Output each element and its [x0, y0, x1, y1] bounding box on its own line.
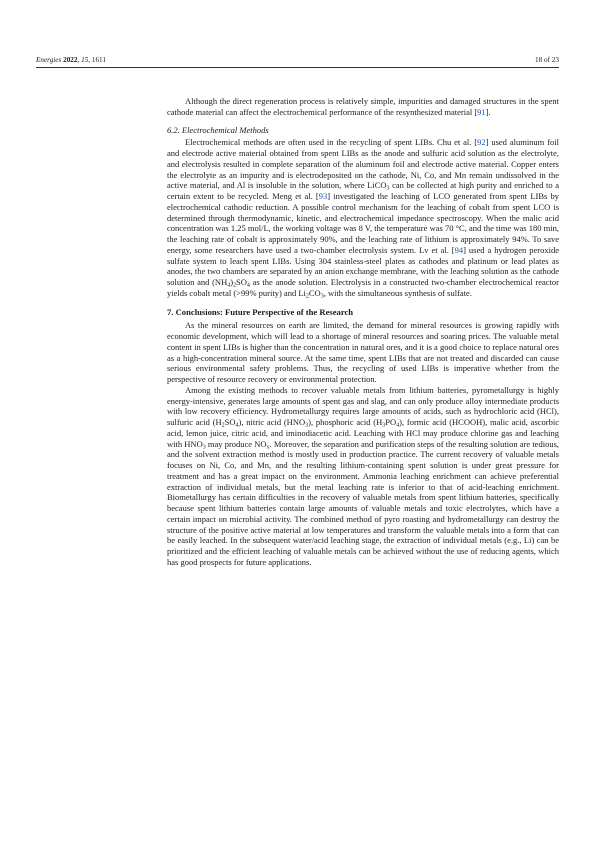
citation-94[interactable]: 94 — [454, 244, 464, 255]
article-number: 1611 — [91, 56, 106, 64]
section-title: 7. Conclusions: Future Perspective of the Research — [167, 306, 354, 317]
page-body — [167, 96, 559, 568]
journal-name: Energies — [36, 56, 62, 64]
paragraph-regeneration: Although the direct regeneration process is relatively simple, impurities and damaged structures in the spent cathode material can affect the electrochemical performance of the resynthesized material [91]. — [167, 96, 559, 117]
journal-citation: Energies 2022, 15, 1611 — [36, 56, 106, 64]
paragraph-electrochemical: Electrochemical methods are often used in the recycling of spent LIBs. Chu et al. [92] used aluminum foil and electrode active material obtained from spent LIBs as the anode and sulfuric acid solution as the electrolyte, and electrolysis resulted in complete separation of the aluminum foil and electrode active material. Copper enters the electrolyte as an impurity and is electrodeposited on the cathode, Ni, Co, and Mn remain undissolved in the active material, and Al is insoluble in the solution, where LiCO$_3$ can be collected at high purity and enriched to a certain extent to be recycled. Meng et al. [93] investigated the leaching of LCO generated from spent LIBs by electrochemical cathodic reduction. A possible control mechanism for the leaching of cobalt from spent LCO is determined through thermodynamic, kinetic, and electrochemical impedance spectroscopy. When the malic acid concentration was 1.25 mol/L, the working voltage was 8 V, the temperature was 70 °C, and the time was 180 min, the leaching rate of cobalt is approximately 90%, and the leaching rate of lithium is approximately 94%. To save energy, some researchers have used a two-chamber electrolysis system. Lv et al. [94] used a hydrogen peroxide sulfate system to leach spent LIBs. Using 304 stainless-steel plates as cathodes and platinum or lead plates as anodes, the two chambers are separated by an anion exchange membrane, with the leaching solution as the cathode solution and $(NH_4)_2SO_4$ as the anode solution. Electrolysis in a constructed two-chamber electrochemical reactor yields cobalt metal (>99% purity) and $Li_2CO_3$, with the simultaneous synthesis of sulfate. — [167, 137, 560, 300]
page-header — [36, 56, 559, 70]
journal-volume: 15 — [81, 56, 89, 64]
citation-92[interactable]: 92 — [477, 137, 486, 148]
paragraph-conclusion-2: Among the existing methods to recover valuable metals from lithium batteries, pyrometallurgy is highly energy-intensive, generates large amounts of spent gas and slag, and can only produce alloy intermediate products with low recovery efficiency. Hydrometallurgy requires large amounts of acids, such as hydrochloric acid (HCl), sulfuric acid $(H_2SO_4)$, nitric acid $(HNO_3)$, phosphoric acid $(H_3PO_4)$, formic acid (HCOOH), malic acid, ascorbic acid, lemon juice, citric acid, and iminodiacetic acid. Leaching with HCl may produce chlorine gas and leaching with $HNO_3$ may produce $NO_x$. Moreover, the separation and purification steps of the resulting solution are tedious, and the solvent extraction method is mostly used in production practice. The current recovery of valuable metals focuses on Ni, Co, and Mn, and the resulting lithium-containing spent solution is under great pressure for treatment and has a great impact on the environment. Ammonia leaching enrichment can achieve preferential extraction of individual metals, but the metal leaching rate is inferior to that of acid-leaching enrichment. Biometallurgy has certain difficulties in the recovery of valuable metals from spent lithium batteries, specifically because spent lithium batteries contain large amounts of valuable metals and toxic electrolytes, which have a certain impact on microbial activity. The combined method of pyro roasting and hydrometallurgy can destroy the structure of the positive active material at low temperatures and transform the valuable metals into a form that can be easily leached. In the subsequent water/acid leaching stage, the extraction of individual metals (e.g., Li) can be prioritized and the efficient leaching of valuable metals can be achieved without the use of reducing agents, which has good prospects for future applications. — [167, 384, 560, 567]
header-rule — [36, 67, 559, 68]
subsection-title: 6.2. Electrochemical Methods — [167, 124, 269, 135]
citation-91[interactable]: 91 — [477, 106, 486, 117]
paragraph-conclusion-1: As the mineral resources on earth are limited, the demand for mineral resources is growing rapidly with economic development, which will lead to a shortage of mineral resources and soaring prices. The valuable metal content in spent LIBs is higher than the concentration in natural ores, and it is a good choice to replace natural ores as a high-concentration mineral source. At the same time, spent LIBs that are not treated and discarded can cause serious environmental safety problems. Thus, the recycling of used LIBs is imperative whether from the perspective of resource recovery or environmental protection. — [167, 320, 559, 384]
page-number: 18 of 23 — [535, 56, 559, 64]
citation-93[interactable]: 93 — [318, 191, 328, 201]
journal-year: 2022 — [63, 56, 78, 64]
